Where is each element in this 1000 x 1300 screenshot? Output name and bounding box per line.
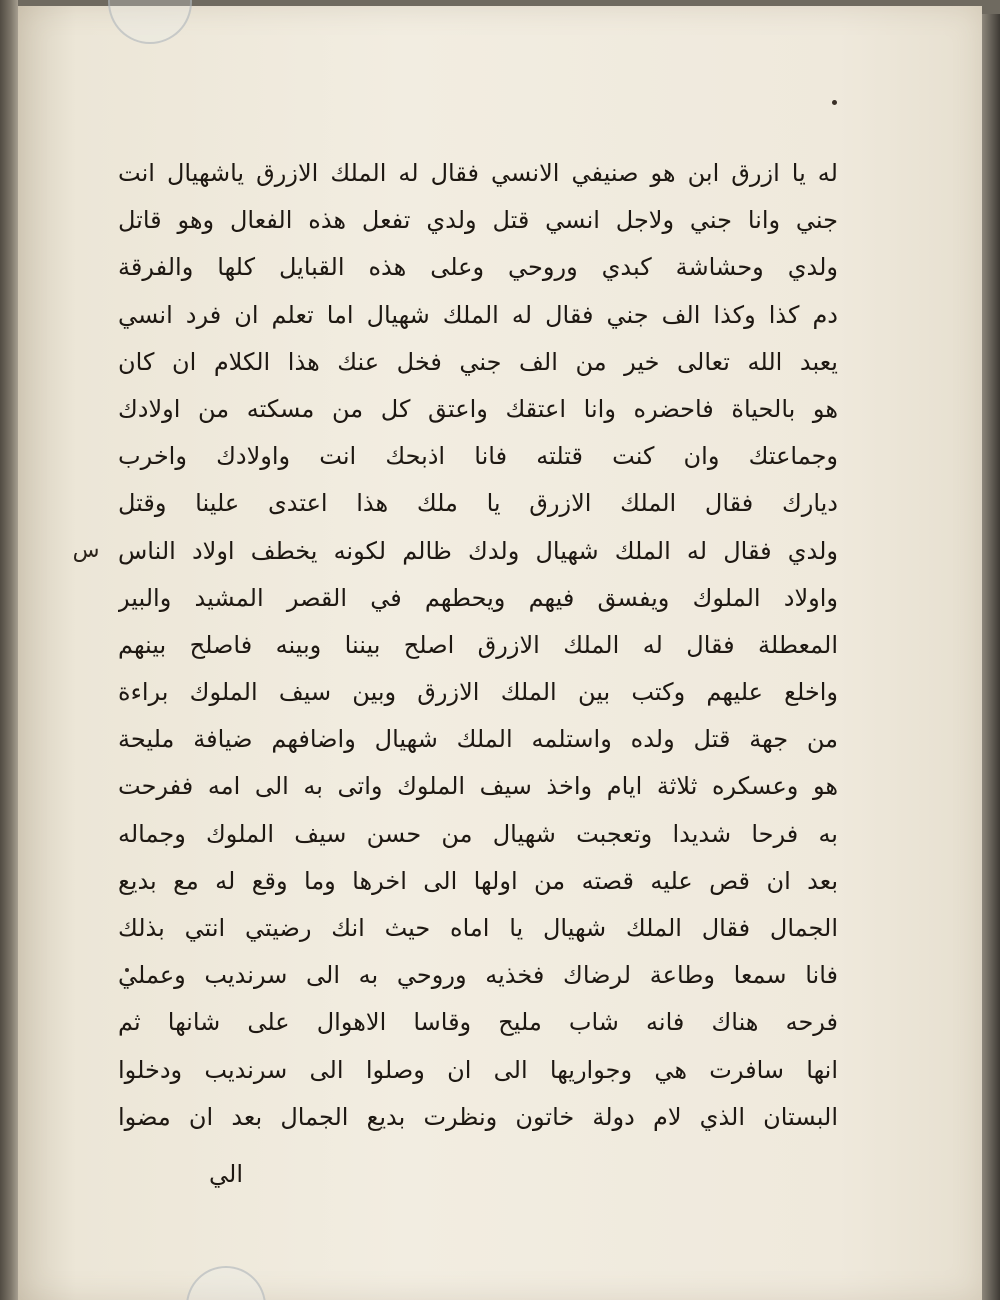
ink-speck	[832, 100, 837, 105]
text-line: واخلع عليهم وكتب بين الملك الازرق وبين سيف الملوك براءة	[118, 678, 838, 707]
text-line: ولدي فقال له الملك شهيال ولدك ظالم لكونه يخطف اولاد الناس	[118, 536, 838, 565]
main-text-block	[118, 150, 838, 1140]
text-line: البستان الذي لام دولة خاتون ونظرت بديع الجمال بعد ان مضوا	[118, 1102, 838, 1131]
text-line: هو وعسكره ثلاثة ايام واخذ سيف الملوك واتى به الى امه ففرحت	[118, 772, 838, 801]
text-line: من جهة قتل ولده واستلمه الملك شهيال واضافهم ضيافة مليحة	[118, 725, 838, 754]
text-line: دم كذا وكذا الف جني فقال له الملك شهيال اما تعلم ان فرد انسي	[118, 300, 838, 329]
text-line: الجمال فقال الملك شهيال يا اماه حيث انك رضيتي انتي بذلك	[118, 914, 838, 942]
text-line: انها سافرت هي وجواريها الى ان وصلوا الى سرنديب ودخلوا	[118, 1055, 838, 1084]
text-line: هو بالحياة فاحضره وانا اعتقك واعتق كل من مسكته من اولادك	[118, 394, 838, 423]
text-line: ديارك فقال الملك الازرق يا ملك هذا اعتدى علينا وقتل	[118, 489, 838, 518]
text-line: المعطلة فقال له الملك الازرق اصلح بيننا وبينه فاصلح بينهم	[118, 630, 838, 659]
text-line: يعبد الله تعالى خير من الف جني فخل عنك هذا الكلام ان كان	[118, 347, 838, 376]
text-line: فرحه هناك فانه شاب مليح وقاسا الاهوال على شانها ثم	[118, 1008, 838, 1037]
text-line: وجماعتك وان كنت قتلته فانا اذبحك انت واولادك واخرب	[118, 442, 838, 471]
margin-note: س	[72, 538, 100, 563]
text-line: بعد ان قص عليه قصته من اولها الى اخرها وما وقع له مع بديع	[118, 866, 838, 895]
text-line: فانا سمعا وطاعة لرضاك فخذيه وروحي به الى سرنديب وعملي	[118, 961, 838, 990]
text-line: واولاد الملوك ويفسق فيهم ويحطهم في القصر المشيد والبير	[118, 583, 838, 612]
text-line: به فرحا شديدا وتعجبت شهيال من حسن سيف الملوك وجماله	[118, 819, 838, 848]
text-line: ولدي وحشاشة كبدي وروحي وعلى هذه القبايل كلها والفرقة	[118, 253, 838, 282]
book-spine	[0, 0, 18, 1300]
text-line: له يا ازرق ابن هو صنيفي الانسي فقال له الملك الازرق ياشهيال انت	[118, 159, 838, 187]
page-edge-shadow	[982, 14, 1000, 1300]
catchword: الي	[209, 1160, 243, 1188]
text-line: جني وانا جني ولاجل انسي قتل ولدي تفعل هذه الفعال وهو قاتل	[118, 206, 838, 235]
